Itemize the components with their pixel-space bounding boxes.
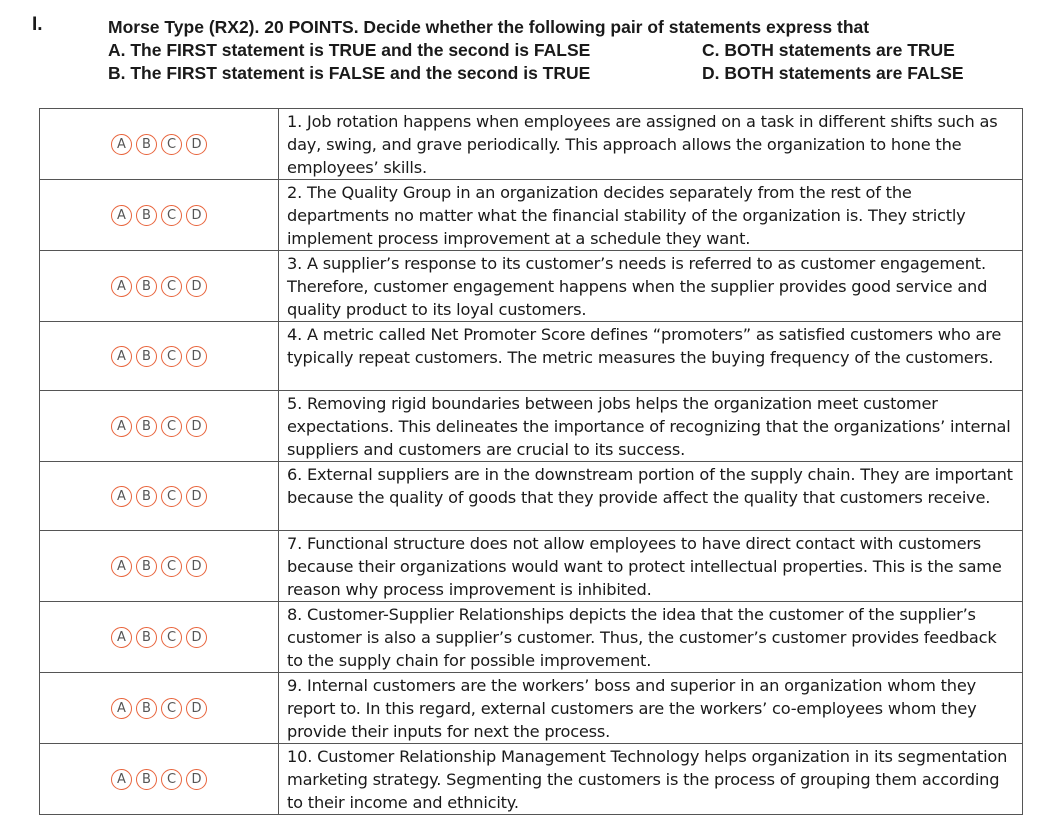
question-statement-cell xyxy=(279,322,1023,391)
question-statement-cell xyxy=(279,673,1023,744)
question-statement: 1. Job rotation happens when employees are assigned on a task in different shifts such as day, swing, and grave periodically. This approach allows the organization to hone the employees’ skills. xyxy=(287,112,998,177)
answer-bubble-c[interactable]: C xyxy=(161,134,182,155)
answer-choices xyxy=(40,486,278,507)
answer-choices-cell xyxy=(40,109,279,180)
question-row xyxy=(40,462,1023,531)
question-statement-cell xyxy=(279,602,1023,673)
answer-choices xyxy=(40,769,278,790)
instructions-options-row-2 xyxy=(108,62,1008,85)
answer-bubble-a[interactable]: A xyxy=(111,698,132,719)
question-row xyxy=(40,109,1023,180)
answer-choices xyxy=(40,416,278,437)
answer-choices-cell xyxy=(40,462,279,531)
answer-bubble-d[interactable]: D xyxy=(186,205,207,226)
question-row xyxy=(40,322,1023,391)
question-statement-cell xyxy=(279,109,1023,180)
question-statement: 6. External suppliers are in the downstream portion of the supply chain. They are important because the quality of goods that they provide affect the quality that customers receive. xyxy=(287,465,1013,507)
answer-choices xyxy=(40,346,278,367)
instructions-title-row xyxy=(108,16,1008,39)
answer-choices xyxy=(40,698,278,719)
answer-bubble-b[interactable]: B xyxy=(136,556,157,577)
instructions xyxy=(108,16,1008,85)
question-row xyxy=(40,251,1023,322)
answer-bubble-d[interactable]: D xyxy=(186,556,207,577)
question-statement: 3. A supplier’s response to its customer’s needs is referred to as customer engagement. Therefore, customer engagement happens when the supplier provides good service and quality product to its loyal customers. xyxy=(287,254,988,319)
question-row xyxy=(40,602,1023,673)
answer-bubble-a[interactable]: A xyxy=(111,486,132,507)
answer-bubble-a[interactable]: A xyxy=(111,346,132,367)
answer-choices-cell xyxy=(40,531,279,602)
question-statement: 4. A metric called Net Promoter Score defines “promoters” as satisfied customers who are typically repeat customers. The metric measures the buying frequency of the customers. xyxy=(287,325,1002,367)
answer-bubble-b[interactable]: B xyxy=(136,416,157,437)
answer-bubble-d[interactable]: D xyxy=(186,627,207,648)
question-statement-cell xyxy=(279,391,1023,462)
question-statement-cell xyxy=(279,251,1023,322)
answer-bubble-b[interactable]: B xyxy=(136,276,157,297)
answer-choices-cell xyxy=(40,602,279,673)
question-statement: 10. Customer Relationship Management Technology helps organization in its segmentation marketing strategy. Segmenting the customers is the process of grouping them according to their income and ethnicity. xyxy=(287,747,1008,812)
answer-bubble-c[interactable]: C xyxy=(161,276,182,297)
answer-bubble-d[interactable]: D xyxy=(186,486,207,507)
answer-bubble-d[interactable]: D xyxy=(186,276,207,297)
answer-choices-cell xyxy=(40,180,279,251)
question-statement-cell xyxy=(279,531,1023,602)
instructions-title: Morse Type (RX2). 20 POINTS. Decide whether the following pair of statements express that xyxy=(108,17,870,37)
question-row xyxy=(40,180,1023,251)
answer-bubble-b[interactable]: B xyxy=(136,205,157,226)
instruction-option-d: D. BOTH statements are FALSE xyxy=(702,63,964,83)
instruction-option-c: C. BOTH statements are TRUE xyxy=(702,40,955,60)
answer-bubble-b[interactable]: B xyxy=(136,486,157,507)
answer-bubble-a[interactable]: A xyxy=(111,769,132,790)
answer-bubble-b[interactable]: B xyxy=(136,346,157,367)
question-statement-cell xyxy=(279,462,1023,531)
answer-choices-cell xyxy=(40,391,279,462)
answer-bubble-a[interactable]: A xyxy=(111,627,132,648)
question-statement-cell xyxy=(279,744,1023,815)
question-row xyxy=(40,531,1023,602)
answer-bubble-a[interactable]: A xyxy=(111,205,132,226)
section-number: I. xyxy=(32,14,43,35)
answer-bubble-b[interactable]: B xyxy=(136,698,157,719)
answer-bubble-c[interactable]: C xyxy=(161,346,182,367)
answer-bubble-c[interactable]: C xyxy=(161,486,182,507)
answer-bubble-b[interactable]: B xyxy=(136,134,157,155)
question-row xyxy=(40,744,1023,815)
answer-bubble-a[interactable]: A xyxy=(111,556,132,577)
quiz-table-body xyxy=(40,109,1023,815)
question-statement: 5. Removing rigid boundaries between jobs helps the organization meet customer expectations. This delineates the importance of recognizing that the organizations’ internal suppliers and customers are crucial to its success. xyxy=(287,394,1011,459)
answer-choices xyxy=(40,205,278,226)
quiz-table xyxy=(39,108,1023,815)
instruction-option-b: B. The FIRST statement is FALSE and the second is TRUE xyxy=(108,63,591,83)
question-row xyxy=(40,391,1023,462)
answer-bubble-d[interactable]: D xyxy=(186,346,207,367)
answer-choices xyxy=(40,627,278,648)
question-statement: 9. Internal customers are the workers’ boss and superior in an organization whom they report to. In this regard, external customers are the workers’ co-employees whom they provide their inputs for next the process. xyxy=(287,676,977,741)
answer-bubble-c[interactable]: C xyxy=(161,416,182,437)
instruction-option-a: A. The FIRST statement is TRUE and the second is FALSE xyxy=(108,40,591,60)
question-statement-cell xyxy=(279,180,1023,251)
answer-choices xyxy=(40,556,278,577)
answer-bubble-d[interactable]: D xyxy=(186,416,207,437)
answer-bubble-c[interactable]: C xyxy=(161,205,182,226)
answer-choices-cell xyxy=(40,744,279,815)
answer-bubble-c[interactable]: C xyxy=(161,769,182,790)
answer-bubble-c[interactable]: C xyxy=(161,698,182,719)
answer-bubble-a[interactable]: A xyxy=(111,134,132,155)
answer-bubble-d[interactable]: D xyxy=(186,769,207,790)
answer-bubble-c[interactable]: C xyxy=(161,556,182,577)
answer-choices-cell xyxy=(40,251,279,322)
answer-choices xyxy=(40,134,278,155)
question-statement: 8. Customer-Supplier Relationships depicts the idea that the customer of the supplier’s customer is also a supplier’s customer. Thus, the customer’s customer provides feedback to the supply chain for possible improvement. xyxy=(287,605,997,670)
question-statement: 7. Functional structure does not allow employees to have direct contact with customers because their organizations would want to protect intellectual properties. This is the same reason why process improvement is inhibited. xyxy=(287,534,1002,599)
answer-bubble-a[interactable]: A xyxy=(111,276,132,297)
question-statement: 2. The Quality Group in an organization decides separately from the rest of the departments no matter what the financial stability of the organization is. They strictly implement process improvement at a schedule they want. xyxy=(287,183,966,248)
question-row xyxy=(40,673,1023,744)
answer-bubble-b[interactable]: B xyxy=(136,627,157,648)
answer-bubble-d[interactable]: D xyxy=(186,134,207,155)
answer-bubble-b[interactable]: B xyxy=(136,769,157,790)
instructions-options-row-1 xyxy=(108,39,1008,62)
answer-choices-cell xyxy=(40,673,279,744)
answer-bubble-a[interactable]: A xyxy=(111,416,132,437)
answer-bubble-d[interactable]: D xyxy=(186,698,207,719)
answer-choices-cell xyxy=(40,322,279,391)
answer-bubble-c[interactable]: C xyxy=(161,627,182,648)
answer-choices xyxy=(40,276,278,297)
